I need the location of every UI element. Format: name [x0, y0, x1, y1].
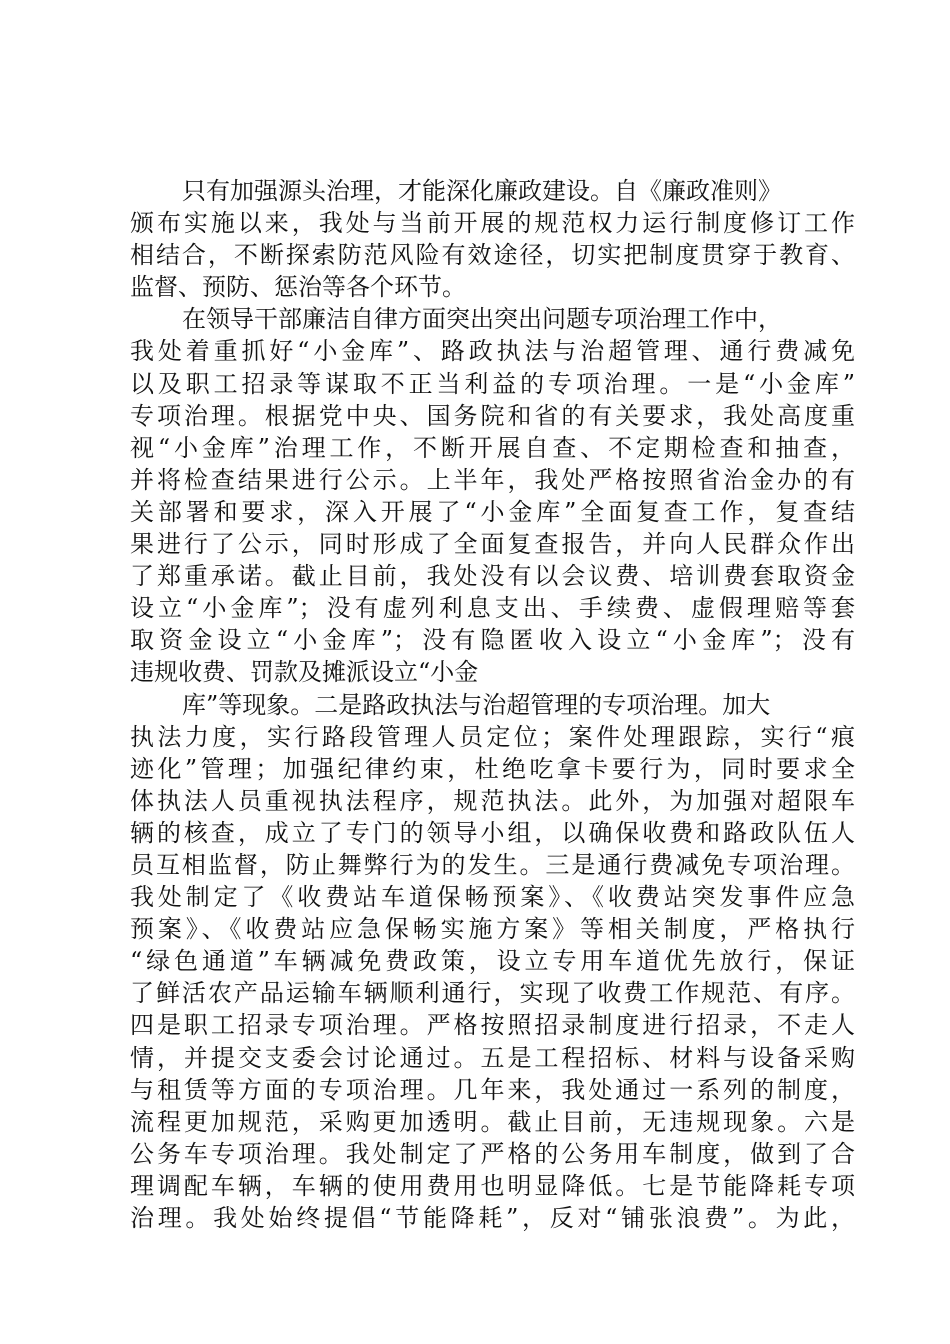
text-line: 了郑重承诺。截止目前，我处没有以会议费、培训费套取资金	[130, 562, 855, 591]
text-line: 公务车专项治理。我处制定了严格的公务用车制度，做到了合	[130, 1139, 855, 1168]
text-line: 与租赁等方面的专项治理。几年来，我处通过一系列的制度，	[130, 1075, 855, 1104]
text-line: 了鲜活农产品运输车辆顺利通行，实现了收费工作规范、有序。	[130, 979, 855, 1008]
text-line: 执法力度，实行路段管理人员定位；案件处理跟踪，实行“痕	[130, 722, 855, 751]
text-line: 在领导干部廉洁自律方面突出突出问题专项治理工作中，	[182, 305, 782, 334]
text-line: 以及职工招录等谋取不正当利益的专项治理。一是“小金库”	[130, 369, 855, 398]
text-line: 流程更加规范，采购更加透明。截止目前，无违规现象。六是	[130, 1107, 855, 1136]
text-line: 我处制定了《收费站车道保畅预案》、《收费站突发事件应急	[130, 883, 855, 912]
text-line: 违规收费、罚款及摊派设立“小金	[130, 658, 479, 687]
text-line: 辆的核查，成立了专门的领导小组，以确保收费和路政队伍人	[130, 818, 855, 847]
text-line: 监督、预防、惩治等各个环节。	[130, 273, 466, 302]
text-line: 体执法人员重视执法程序，规范执法。此外，为加强对超限车	[130, 786, 855, 815]
text-line: 迹化”管理；加强纪律约束，杜绝吃拿卡要行为，同时要求全	[130, 754, 855, 783]
text-line: “绿色通道”车辆减免费政策，设立专用车道优先放行，保证	[130, 947, 855, 976]
text-line: 设立“小金库”；没有虚列利息支出、手续费、虚假理赔等套	[130, 594, 855, 623]
text-line: 果进行了公示，同时形成了全面复查报告，并向人民群众作出	[130, 530, 855, 559]
body-text	[130, 175, 855, 1234]
text-line: 我处着重抓好“小金库”、路政执法与治超管理、通行费减免	[130, 337, 855, 366]
text-line: 治理。我处始终提倡“节能降耗”，反对“铺张浪费”。为此，	[130, 1204, 855, 1232]
text-line: 库”等现象。二是路政执法与治超管理的专项治理。加大	[182, 690, 771, 719]
text-line: 预案》、《收费站应急保畅实施方案》等相关制度，严格执行	[130, 915, 855, 944]
text-line: 关部署和要求，深入开展了“小金库”全面复查工作，复查结	[130, 497, 855, 526]
text-line: 相结合，不断探索防范风险有效途径，切实把制度贯穿于教育、	[130, 241, 855, 270]
text-line: 只有加强源头治理，才能深化廉政建设。自《廉政准则》	[182, 177, 782, 205]
text-line: 理调配车辆，车辆的使用费用也明显降低。七是节能降耗专项	[130, 1171, 855, 1200]
text-line: 并将检查结果进行公示。上半年，我处严格按照省治金办的有	[130, 465, 855, 494]
text-line: 情，并提交支委会讨论通过。五是工程招标、材料与设备采购	[130, 1043, 855, 1072]
text-line: 专项治理。根据党中央、国务院和省的有关要求，我处高度重	[130, 401, 855, 430]
text-line: 员互相监督，防止舞弊行为的发生。三是通行费减免专项治理。	[130, 850, 855, 879]
text-line: 视“小金库”治理工作，不断开展自查、不定期检查和抽查，	[130, 433, 855, 462]
text-line: 四是职工招录专项治理。严格按照招录制度进行招录，不走人	[130, 1011, 855, 1040]
text-line: 取资金设立“小金库”；没有隐匿收入设立“小金库”；没有	[130, 626, 855, 655]
text-line: 颁布实施以来，我处与当前开展的规范权力运行制度修订工作	[130, 209, 855, 238]
